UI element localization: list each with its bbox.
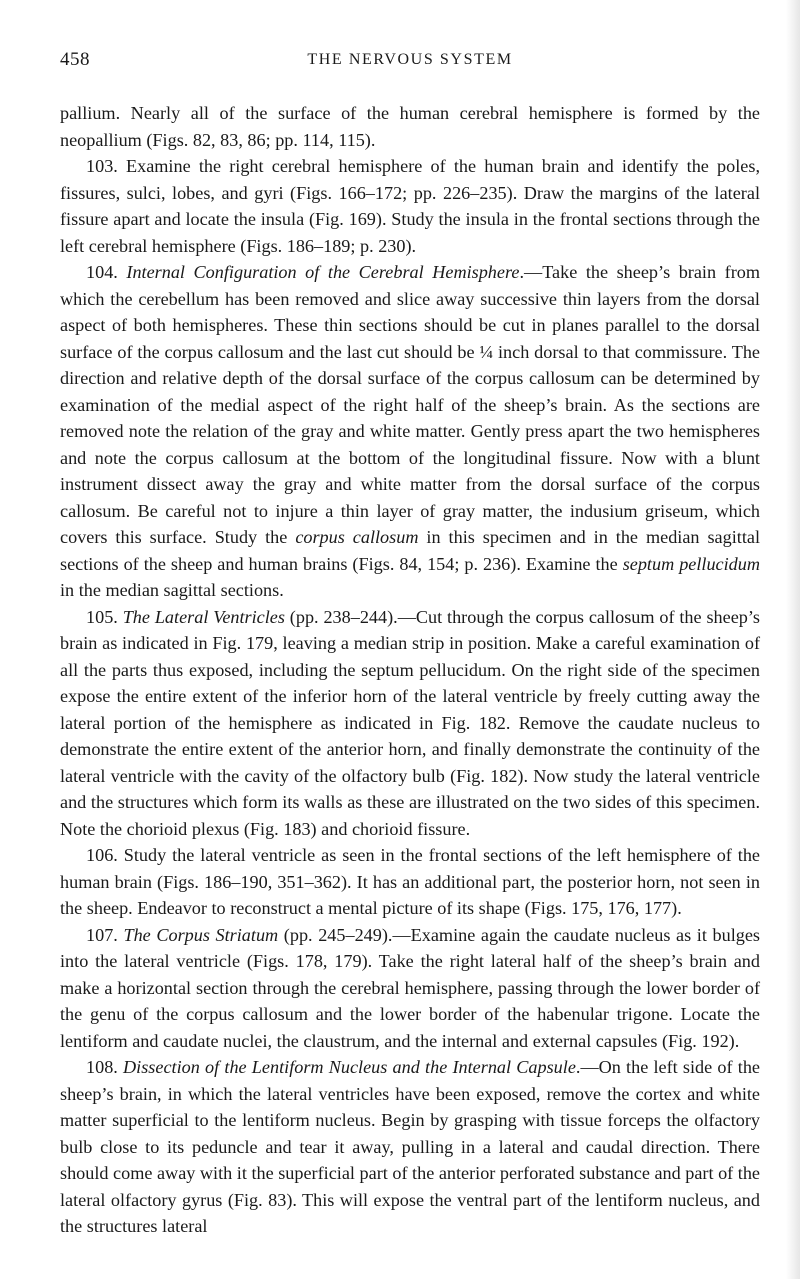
paragraph-103 (60, 153, 760, 259)
paragraph-105-lateral-ventricles (60, 604, 760, 843)
paragraph-107-corpus-striatum (60, 922, 760, 1055)
paragraph-108-lentiform-dissection (60, 1054, 760, 1240)
page-number: 458 (60, 49, 90, 70)
text-run: 106. Study the lateral ventricle as seen in the frontal sections of the left hemisphere of the human brain (Figs. 186–190, 351–362). It has an additional part, the posterior horn, not seen in the sheep. Endeavor to reconstruct a mental picture of its shape (Figs. 175, 176, 177). (60, 845, 760, 918)
text-run: 104. (86, 262, 127, 282)
text-run: in the median sagittal sections. (60, 580, 284, 600)
scan-edge-shadow (786, 0, 800, 1279)
text-run: .—On the left side of the sheep’s brain, in which the lateral ventricles have been exposed, remove the cortex and white matter superficial to the lentiform nucleus. Begin by grasping with tissue forceps the olfactory bulb close to its peduncle and tear it away, pulling in a lateral and caudal direction. There should come away with it the superficial part of the anterior perforated substance and part of the lateral olfactory gyrus (Fig. 83). This will expose the ventral part of the lentiform nucleus, and the structures lateral (60, 1057, 761, 1236)
text-run: (pp. 245–249).—Examine again the caudate nucleus as it bulges into the lateral ventricle (Figs. 178, 179). Take the right lateral half of the sheep’s brain and make a horizontal section through the cerebral hemisphere, passing through the lower border of the genu of the corpus callosum and the lower border of the habenular trigone. Locate the lentiform and caudate nuclei, the claustrum, and the internal and external capsules (Fig. 192). (60, 924, 760, 1051)
text-run: (pp. 238–244).—Cut through the corpus callosum of the sheep’s brain as indicated in Fig. 179, leaving a median strip in position. Make a careful examination of all the parts thus exposed, including the septum pellucidum. On the right side of the specimen expose the entire extent of the inferior horn of the lateral ventricle by freely cutting away the lateral portion of the hemisphere as indicated in Fig. 182. Remove the caudate nucleus to demonstrate the entire extent of the anterior horn, and finally demonstrate the continuity of the lateral ventricle with the cavity of the olfactory bulb (Fig. 182). Now study the lateral ventricle and the structures which form its walls as these are illustrated on the two sides of this specimen. Note the chorioid plexus (Fig. 183) and chorioid fissure. (60, 606, 760, 839)
italic-term: Dissection of the Lentiform Nucleus and the Internal Capsule (123, 1057, 576, 1077)
text-run: 105. (86, 606, 123, 627)
paragraph-104-internal-configuration (60, 259, 760, 604)
body-text (60, 100, 760, 1240)
text-run: in this specimen and in the median sagittal sections of the sheep and human brains (Figs. 84, 154; p. 236). Examine the (60, 527, 761, 574)
text-run: pallium. Nearly all of the surface of the human cerebral hemisphere is formed by the neopallium (Figs. 82, 83, 86; pp. 114, 115). (60, 103, 760, 150)
book-page (60, 0, 760, 1240)
italic-term: septum pellucidum (622, 553, 761, 574)
paragraph-106 (60, 842, 760, 922)
italic-term: corpus callosum (295, 527, 419, 547)
italic-term: The Lateral Ventricles (122, 606, 285, 627)
italic-term: The Corpus Striatum (123, 924, 279, 945)
running-head-title: THE NERVOUS SYSTEM (307, 51, 513, 68)
text-run: 107. (86, 924, 124, 945)
text-run: 103. Examine the right cerebral hemisphere of the human brain and identify the poles, fissures, sulci, lobes, and gyri (Figs. 166–172; pp. 226–235). Draw the margins of the lateral fissure apart and locate the insula (Fig. 169). Study the insula in the frontal sections through the left cerebral hemisphere (Figs. 186–189; p. 230). (60, 156, 760, 256)
italic-term: Internal Configuration of the Cerebral Hemisphere (126, 262, 520, 282)
running-head (60, 0, 760, 100)
text-run: .—Take the sheep’s brain from which the cerebellum has been removed and slice away successive thin layers from the dorsal aspect of both hemispheres. These thin sections should be cut in planes parallel to the dorsal surface of the corpus callosum and the last cut should be ¼ inch dorsal to that commissure. The direction and relative depth of the dorsal surface of the corpus callosum can be determined by examination of the medial aspect of the right half of the sheep’s brain. As the sections are removed note the relation of the gray and white matter. Gently press apart the two hemispheres and note the corpus callosum at the bottom of the longitudinal fissure. Now with a blunt instrument dissect away the gray and white matter from the dorsal surface of the corpus callosum. Be careful not to injure a thin layer of gray matter, the indusium griseum, which covers this surface. Study the (60, 262, 760, 547)
text-run: 108. (86, 1057, 124, 1077)
paragraph-continuation (60, 100, 760, 153)
